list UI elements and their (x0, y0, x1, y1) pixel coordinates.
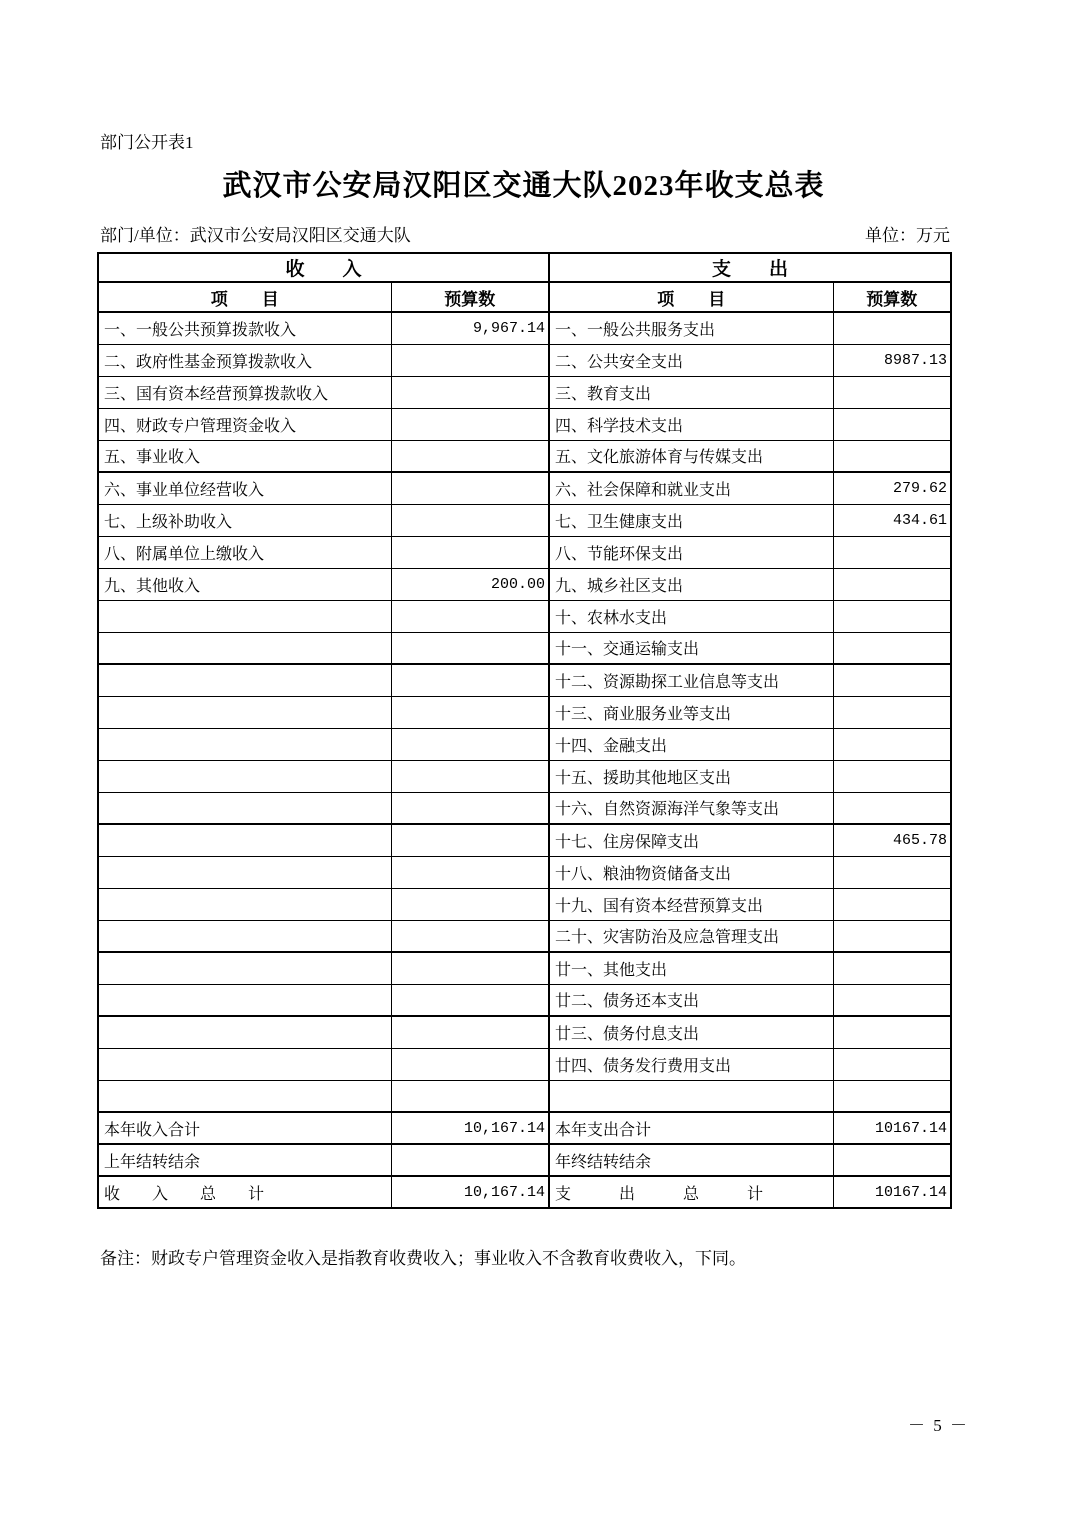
income-item-cell: 六、事业单位经营收入 (98, 472, 391, 504)
income-value-cell (391, 792, 549, 824)
expense-item-cell: 二十、灾害防治及应急管理支出 (549, 920, 833, 952)
income-value-cell (391, 440, 549, 472)
expense-value-cell (833, 792, 951, 824)
income-item-cell (98, 888, 391, 920)
income-value-cell (391, 632, 549, 664)
expense-item-cell: 十九、国有资本经营预算支出 (549, 888, 833, 920)
table-row (98, 568, 951, 600)
expense-item-cell: 十五、援助其他地区支出 (549, 760, 833, 792)
expense-value-cell (833, 984, 951, 1016)
income-value-cell (391, 1144, 549, 1176)
expense-item-cell: 廿四、债务发行费用支出 (549, 1048, 833, 1080)
expense-value-cell (833, 600, 951, 632)
income-value-cell (391, 856, 549, 888)
table-row (98, 312, 951, 344)
department-label: 部门/单位：武汉市公安局汉阳区交通大队 (100, 226, 411, 245)
expense-item-cell: 本年支出合计 (549, 1112, 833, 1144)
income-value-cell: 9,967.14 (391, 312, 549, 344)
income-item-cell (98, 920, 391, 952)
expense-value-cell (833, 1144, 951, 1176)
expense-value-cell (833, 1016, 951, 1048)
expense-item-cell: 廿一、其他支出 (549, 952, 833, 984)
income-value-cell (391, 600, 549, 632)
expense-item-cell: 十六、自然资源海洋气象等支出 (549, 792, 833, 824)
income-value-cell (391, 344, 549, 376)
income-value-cell (391, 728, 549, 760)
expense-item-cell: 年终结转结余 (549, 1144, 833, 1176)
income-value-cell (391, 984, 549, 1016)
expense-item-cell: 十七、住房保障支出 (549, 824, 833, 856)
expense-item-cell: 七、卫生健康支出 (549, 504, 833, 536)
income-value-cell (391, 696, 549, 728)
income-value-cell (391, 536, 549, 568)
expense-value-cell (833, 856, 951, 888)
expense-value-cell (833, 696, 951, 728)
income-value-cell (391, 472, 549, 504)
expense-value-cell (833, 728, 951, 760)
expense-value-cell: 434.61 (833, 504, 951, 536)
expense-value-cell (833, 440, 951, 472)
income-item-cell (98, 760, 391, 792)
table-total-row (98, 1176, 951, 1208)
table-row (98, 632, 951, 664)
expense-value-cell (833, 888, 951, 920)
table-row (98, 440, 951, 472)
expense-item-cell: 十四、金融支出 (549, 728, 833, 760)
income-item-cell: 四、财政专户管理资金收入 (98, 408, 391, 440)
income-item-header: 项 目 (98, 282, 391, 312)
expense-item-cell: 三、教育支出 (549, 376, 833, 408)
expense-value-cell: 10167.14 (833, 1112, 951, 1144)
expense-item-cell: 廿二、债务还本支出 (549, 984, 833, 1016)
income-item-cell (98, 984, 391, 1016)
expense-item-cell: 八、节能环保支出 (549, 536, 833, 568)
expense-value-cell (833, 568, 951, 600)
expense-item-cell: 六、社会保障和就业支出 (549, 472, 833, 504)
expense-value-cell: 465.78 (833, 824, 951, 856)
table-row (98, 760, 951, 792)
expense-item-cell: 支 出 总 计 (549, 1176, 833, 1208)
income-item-cell: 一、一般公共预算拨款收入 (98, 312, 391, 344)
income-item-cell: 五、事业收入 (98, 440, 391, 472)
expense-value-cell (833, 1080, 951, 1112)
expense-item-cell: 四、科学技术支出 (549, 408, 833, 440)
budget-table (97, 252, 952, 1209)
income-item-cell: 八、附属单位上缴收入 (98, 536, 391, 568)
expense-value-cell (833, 312, 951, 344)
income-value-cell (391, 664, 549, 696)
page-title: 武汉市公安局汉阳区交通大队2023年收支总表 (222, 170, 825, 202)
table-row (98, 600, 951, 632)
expense-item-cell: 廿三、债务付息支出 (549, 1016, 833, 1048)
expense-item-cell: 二、公共安全支出 (549, 344, 833, 376)
expense-item-cell (549, 1080, 833, 1112)
table-row (98, 408, 951, 440)
income-value-cell (391, 920, 549, 952)
income-item-cell: 收 入 总 计 (98, 1176, 391, 1208)
income-value-cell (391, 888, 549, 920)
expense-item-cell: 十三、商业服务业等支出 (549, 696, 833, 728)
income-item-cell (98, 1016, 391, 1048)
table-row (98, 920, 951, 952)
table-row (98, 1048, 951, 1080)
table-total-row (98, 1112, 951, 1144)
expense-value-cell (833, 408, 951, 440)
expense-value-cell (833, 920, 951, 952)
expense-value-cell (833, 376, 951, 408)
income-budget-header: 预算数 (391, 282, 549, 312)
income-value-cell (391, 1080, 549, 1112)
table-row (98, 344, 951, 376)
doc-label: 部门公开表1 (100, 133, 194, 152)
note-text: 备注：财政专户管理资金收入是指教育收费收入；事业收入不含教育收费收入，下同。 (100, 1249, 746, 1268)
expense-value-cell: 10167.14 (833, 1176, 951, 1208)
expense-value-cell (833, 536, 951, 568)
income-value-cell (391, 952, 549, 984)
income-item-cell (98, 632, 391, 664)
table-row (98, 984, 951, 1016)
table-row (98, 1016, 951, 1048)
expense-item-cell: 一、一般公共服务支出 (549, 312, 833, 344)
income-value-cell (391, 376, 549, 408)
income-value-cell (391, 1048, 549, 1080)
table-total-row (98, 1144, 951, 1176)
expense-value-cell: 8987.13 (833, 344, 951, 376)
income-item-cell (98, 1080, 391, 1112)
page-number: － 5 － (908, 1416, 969, 1435)
expense-value-cell (833, 632, 951, 664)
income-value-cell (391, 1016, 549, 1048)
income-value-cell (391, 760, 549, 792)
expense-item-cell: 十八、粮油物资储备支出 (549, 856, 833, 888)
expense-value-cell (833, 760, 951, 792)
income-item-cell: 九、其他收入 (98, 568, 391, 600)
table-row (98, 824, 951, 856)
income-item-cell (98, 728, 391, 760)
table-row (98, 888, 951, 920)
section-header-row (98, 253, 951, 282)
table-row (98, 952, 951, 984)
table-row (98, 504, 951, 536)
expense-value-cell (833, 664, 951, 696)
expense-item-cell: 九、城乡社区支出 (549, 568, 833, 600)
expense-section-header: 支 出 (549, 253, 951, 282)
table-row (98, 1080, 951, 1112)
income-item-cell (98, 856, 391, 888)
table-row (98, 728, 951, 760)
expense-item-cell: 十、农林水支出 (549, 600, 833, 632)
income-item-cell: 上年结转结余 (98, 1144, 391, 1176)
income-item-cell (98, 1048, 391, 1080)
expense-budget-header: 预算数 (833, 282, 951, 312)
income-item-cell (98, 792, 391, 824)
expense-value-cell (833, 1048, 951, 1080)
table-row (98, 664, 951, 696)
table-row (98, 856, 951, 888)
meta-row (100, 226, 950, 246)
column-header-row (98, 282, 951, 312)
unit-label: 单位：万元 (865, 226, 950, 245)
income-item-cell: 本年收入合计 (98, 1112, 391, 1144)
income-item-cell (98, 600, 391, 632)
income-section-header: 收 入 (98, 253, 549, 282)
table-row (98, 376, 951, 408)
income-value-cell (391, 824, 549, 856)
income-item-cell: 三、国有资本经营预算拨款收入 (98, 376, 391, 408)
income-value-cell: 200.00 (391, 568, 549, 600)
expense-item-header: 项 目 (549, 282, 833, 312)
income-value-cell (391, 504, 549, 536)
income-item-cell (98, 824, 391, 856)
expense-value-cell (833, 952, 951, 984)
income-item-cell (98, 696, 391, 728)
expense-value-cell: 279.62 (833, 472, 951, 504)
expense-item-cell: 十一、交通运输支出 (549, 632, 833, 664)
budget-table-body (98, 312, 951, 1208)
table-row (98, 696, 951, 728)
income-value-cell (391, 408, 549, 440)
income-item-cell: 七、上级补助收入 (98, 504, 391, 536)
table-row (98, 536, 951, 568)
income-value-cell: 10,167.14 (391, 1176, 549, 1208)
income-value-cell: 10,167.14 (391, 1112, 549, 1144)
table-row (98, 472, 951, 504)
expense-item-cell: 五、文化旅游体育与传媒支出 (549, 440, 833, 472)
income-item-cell: 二、政府性基金预算拨款收入 (98, 344, 391, 376)
expense-item-cell: 十二、资源勘探工业信息等支出 (549, 664, 833, 696)
income-item-cell (98, 952, 391, 984)
income-item-cell (98, 664, 391, 696)
table-row (98, 792, 951, 824)
